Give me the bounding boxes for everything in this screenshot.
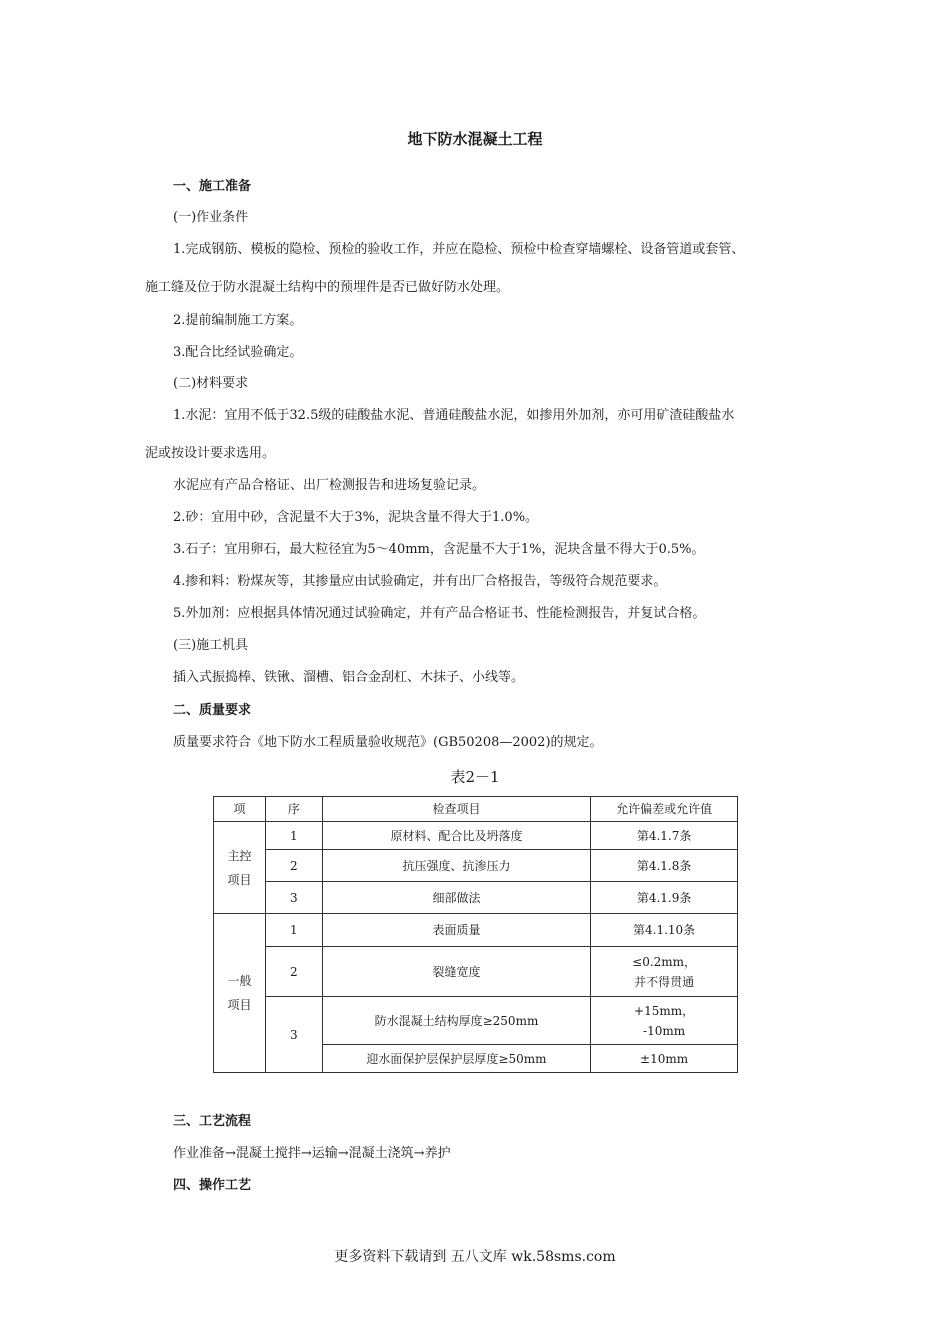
value-line: +15mm， [634,1003,695,1018]
value-cell: 第4.1.8条 [591,850,738,882]
seq-cell: 2 [265,947,322,997]
value-cell [591,947,738,997]
seq-cell: 1 [265,822,322,850]
item-cell: 抗压强度、抗渗压力 [322,850,590,882]
item-cell: 裂缝宽度 [322,947,590,997]
header-cell: 允许偏差或允许值 [591,797,738,822]
table-caption: 表2－1 [450,768,500,786]
paragraph-line: 泥或按设计要求选用。 [145,446,276,461]
table-header-row [214,797,738,822]
value-cell: 第4.1.9条 [591,882,738,914]
value-line: 并不得贯通 [634,974,695,989]
value-line: ≤0.2mm， [632,954,697,969]
section-heading-process: 三、工艺流程 [173,1114,252,1129]
group-cell-main: 主控 项目 [214,822,266,914]
quality-table [213,796,738,1073]
document-title: 地下防水混凝土工程 [407,130,543,148]
group-cell-general: 一般 项目 [214,914,266,1073]
paragraph-line: 水泥应有产品合格证、出厂检测报告和进场复验记录。 [173,478,486,493]
value-cell [591,997,738,1045]
seq-cell: 3 [265,882,322,914]
section-heading-operation: 四、操作工艺 [173,1178,252,1193]
table-row [214,914,738,947]
section-heading-preparation: 一、施工准备 [173,179,252,194]
subheading-materials: (二)材料要求 [173,376,249,391]
value-cell: ±10mm [591,1045,738,1073]
item-cell: 防水混凝土结构厚度≥250mm [322,997,590,1045]
table-row [214,882,738,914]
table-row [214,947,738,997]
value-cell: 第4.1.10条 [591,914,738,947]
item-cell: 细部做法 [322,882,590,914]
subheading-tools: (三)施工机具 [173,638,249,653]
footer-text: 更多资料下载请到 五八文库 wk.58sms.com [334,1249,616,1265]
paragraph-line: 1.水泥：宜用不低于32.5级的硅酸盐水泥、普通硅酸盐水泥，如掺用外加剂，亦可用矿渣硅酸盐水 [173,408,735,423]
paragraph-line: 作业准备→混凝土搅拌→运输→混凝土浇筑→养护 [173,1146,451,1161]
paragraph-line: 5.外加剂：应根据具体情况通过试验确定，并有产品合格证书、性能检测报告，并复试合格。 [173,606,706,621]
value-cell: 第4.1.7条 [591,822,738,850]
seq-cell: 2 [265,850,322,882]
subheading-work-conditions: (一)作业条件 [173,210,249,225]
paragraph-line: 插入式振捣棒、铁锹、溜槽、铝合金刮杠、木抹子、小线等。 [173,670,525,685]
paragraph-line: 施工缝及位于防水混凝土结构中的预埋件是否已做好防水处理。 [145,280,510,295]
paragraph-line: 2.提前编制施工方案。 [173,313,303,328]
paragraph-line: 2.砂：宜用中砂，含泥量不大于3%，泥块含量不得大于1.0%。 [173,510,539,525]
item-cell: 迎水面保护层保护层厚度≥50mm [322,1045,590,1073]
table-row [214,822,738,850]
table-row [214,850,738,882]
paragraph-line: 3.配合比经试验确定。 [173,345,303,360]
paragraph-line: 1.完成钢筋、模板的隐检、预检的验收工作，并应在隐检、预检中检查穿墙螺栓、设备管道或套管、 [173,242,745,257]
item-cell: 表面质量 [322,914,590,947]
paragraph-line: 3.石子：宜用卵石，最大粒径宜为5～40mm，含泥量不大于1%，泥块含量不得大于0.5%。 [173,542,705,557]
seq-cell: 1 [265,914,322,947]
header-cell: 项 [214,797,266,822]
header-cell: 检查项目 [322,797,590,822]
paragraph-line: 4.掺和料：粉煤灰等，其掺量应由试验确定，并有出厂合格报告，等级符合规范要求。 [173,574,667,589]
value-line: -10mm [643,1023,686,1038]
item-cell: 原材料、配合比及坍落度 [322,822,590,850]
section-heading-quality: 二、质量要求 [173,703,252,718]
header-cell: 序 [265,797,322,822]
table-row [214,997,738,1045]
paragraph-line: 质量要求符合《地下防水工程质量验收规范》(GB50208—2002)的规定。 [173,735,603,750]
seq-cell: 3 [265,997,322,1073]
